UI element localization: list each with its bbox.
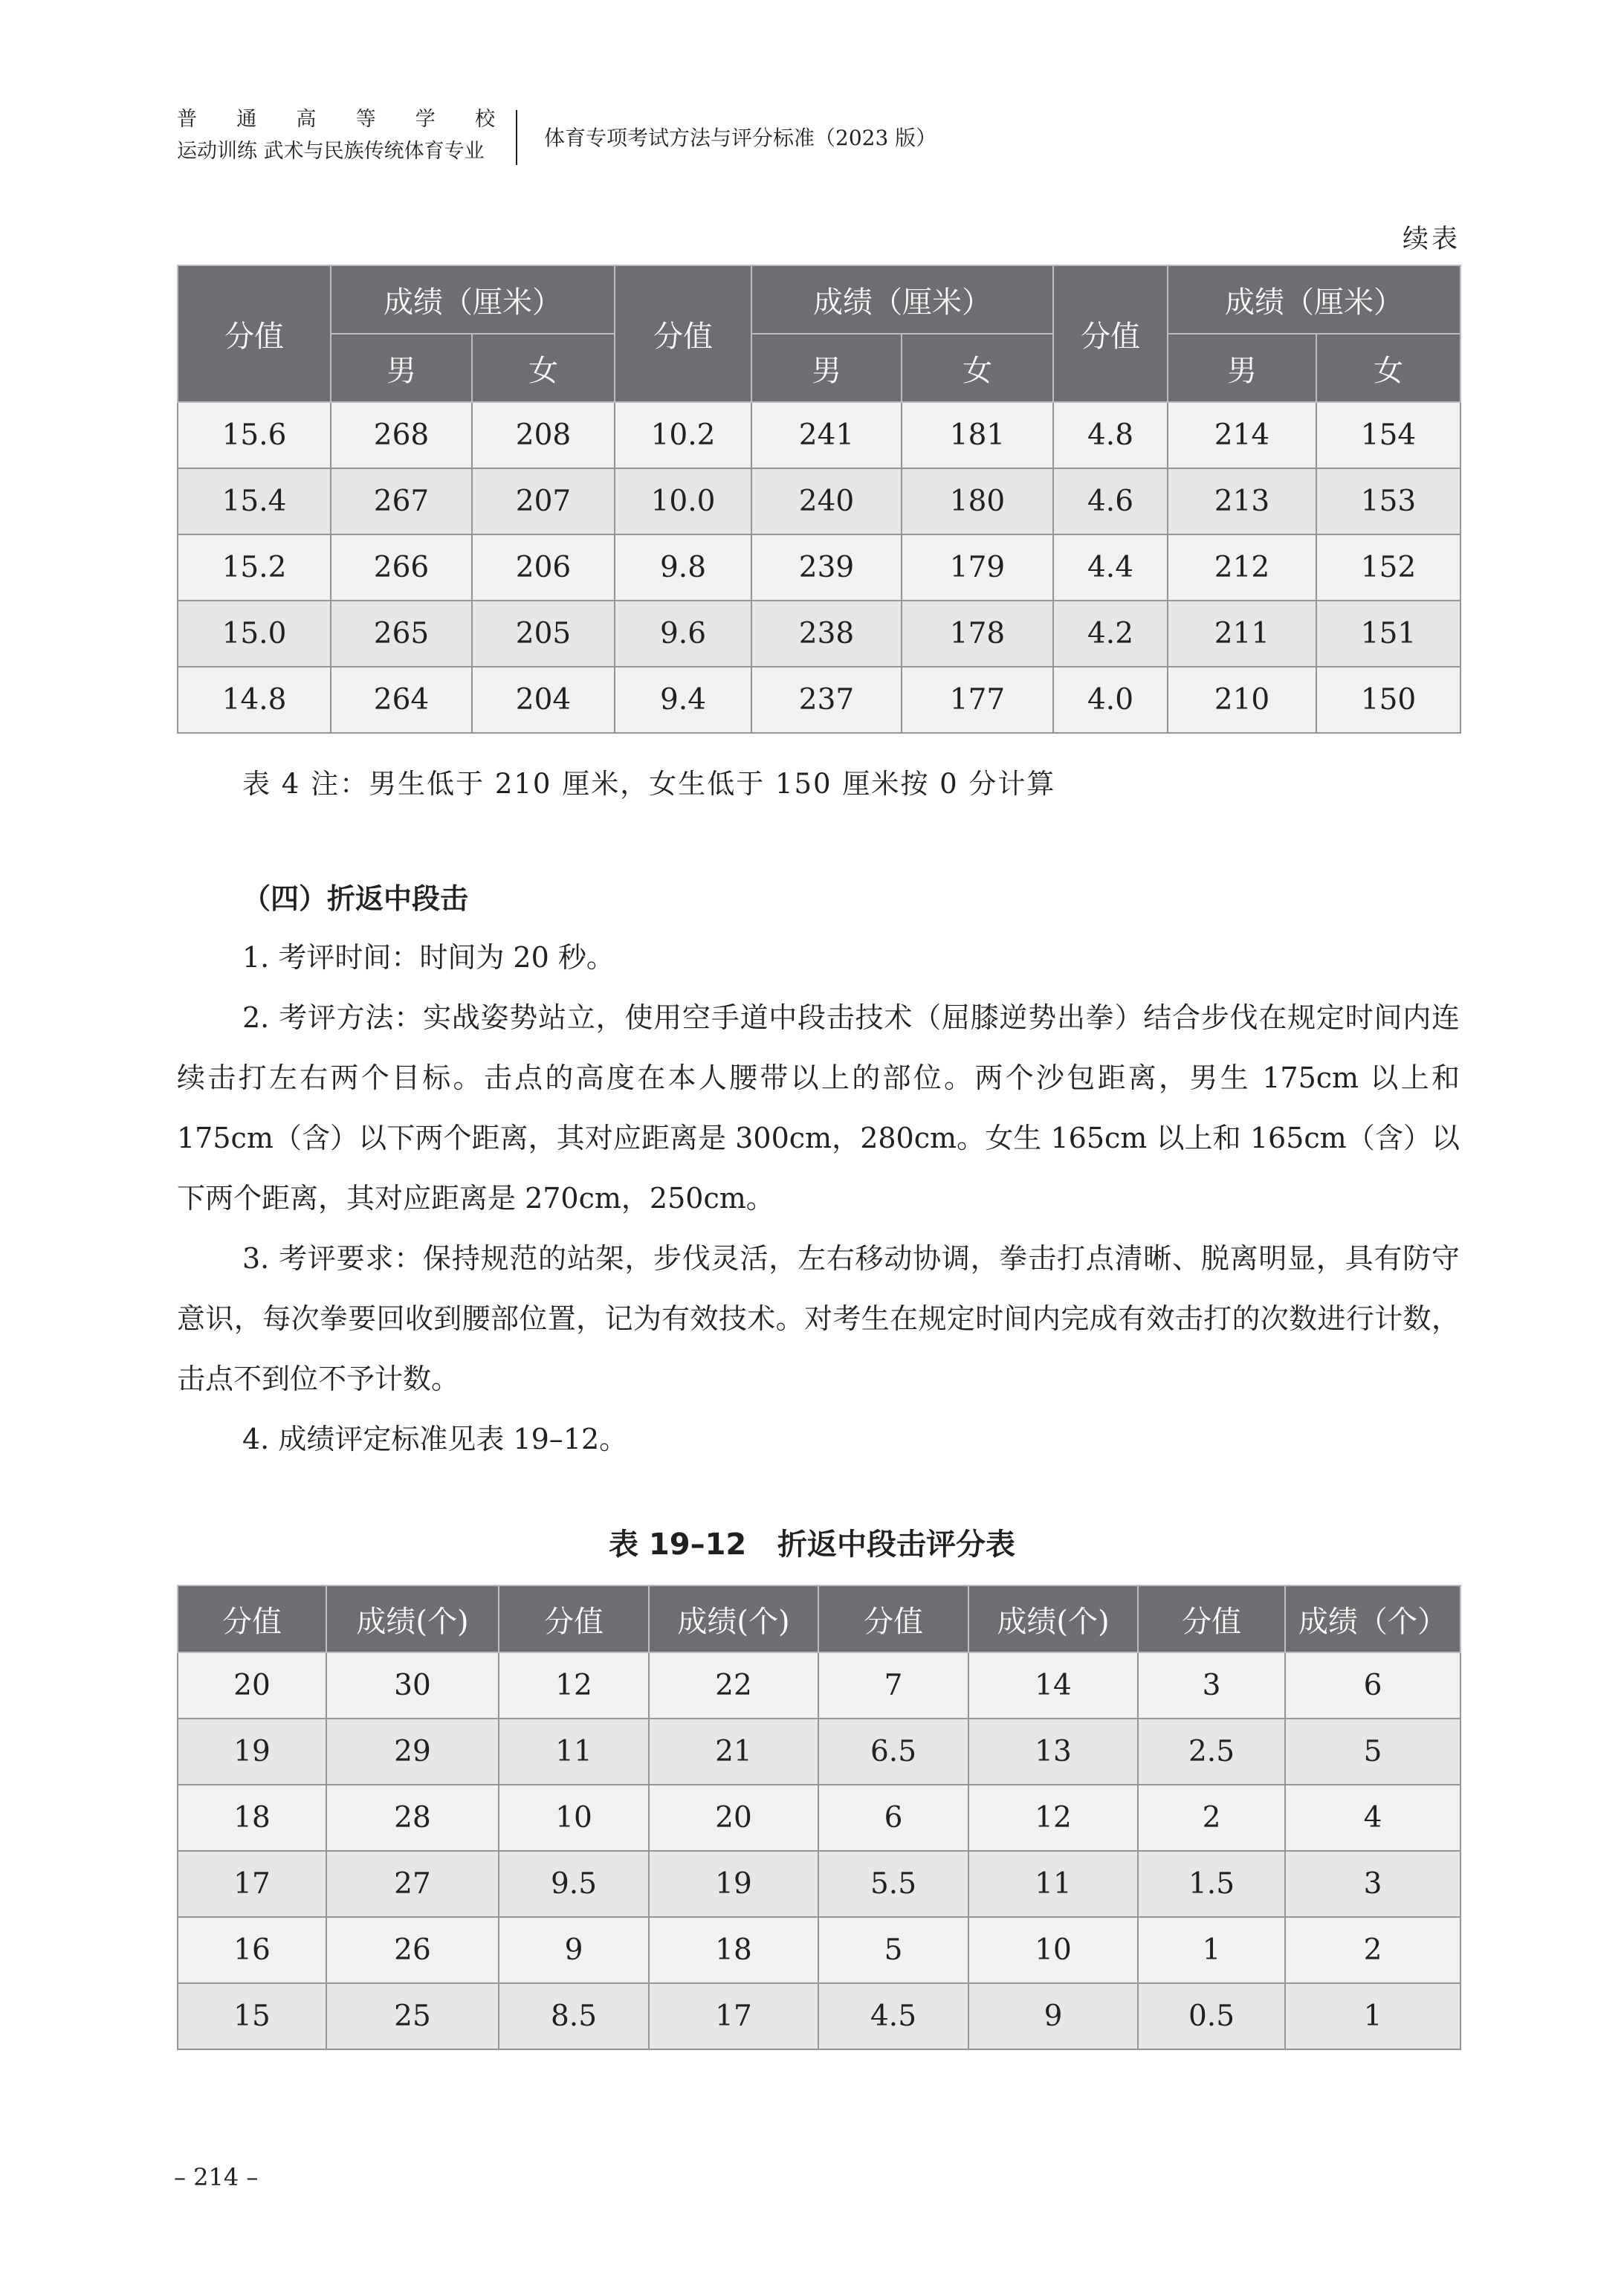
- header-male: 男: [1168, 334, 1316, 402]
- table-cell: 11: [499, 1719, 649, 1785]
- table-row: [178, 1917, 1460, 1983]
- table-cell: 10: [499, 1785, 649, 1851]
- table-cell: 154: [1316, 402, 1460, 468]
- paragraph: 3. 考评要求：保持规范的站架，步伐灵活，左右移动协调，拳击打点清晰、脱离明显，具有防守意识，每次拳要回收到腰部位置，记为有效技术。对考生在规定时间内完成有效击打的次数进行计数，击点不到位不予计数。: [177, 1242, 1460, 1395]
- header-male: 男: [331, 334, 472, 402]
- table-cell: 7: [818, 1652, 968, 1719]
- table-row: [178, 1719, 1460, 1785]
- table-cell: 9.6: [615, 601, 751, 667]
- table-cell: 19: [649, 1851, 818, 1917]
- table-cell: 237: [751, 667, 902, 733]
- table-cell: 1.5: [1138, 1851, 1285, 1917]
- table-cell: 15.2: [178, 534, 331, 601]
- table-cell: 238: [751, 601, 902, 667]
- table-cell: 151: [1316, 601, 1460, 667]
- header-cell: 分值: [178, 1586, 326, 1652]
- header-female: 女: [472, 334, 615, 402]
- paragraph: 4. 成绩评定标准见表 19–12。: [242, 1423, 628, 1455]
- table-cell: 15.4: [178, 468, 331, 534]
- table-cell: 178: [902, 601, 1053, 667]
- table-header-row: [178, 265, 1460, 334]
- table-cell: 15.0: [178, 601, 331, 667]
- header-result: 成绩（厘米）: [331, 265, 615, 334]
- table-cell: 9: [968, 1983, 1138, 2049]
- table-cell: 153: [1316, 468, 1460, 534]
- table-row: [178, 667, 1460, 733]
- table-title: 表 19–12 折返中段击评分表: [608, 1528, 1016, 1562]
- table-cell: 207: [472, 468, 615, 534]
- header-cell: 分值: [1138, 1586, 1285, 1652]
- table-cell: 177: [902, 667, 1053, 733]
- page-number: – 214 –: [174, 2163, 259, 2191]
- table-cell: 9.5: [499, 1851, 649, 1917]
- table-cell: 4.5: [818, 1983, 968, 2049]
- table-cell: 210: [1168, 667, 1316, 733]
- table-cell: 4.6: [1053, 468, 1168, 534]
- table-cell: 26: [326, 1917, 499, 1983]
- header-cell: 分值: [499, 1586, 649, 1652]
- table-cell: 5: [818, 1917, 968, 1983]
- table-row: [178, 534, 1460, 601]
- header-score: 分值: [615, 265, 751, 402]
- table-cell: 206: [472, 534, 615, 601]
- table-cell: 2: [1285, 1917, 1460, 1983]
- continued-label: 续表: [1402, 224, 1460, 254]
- table-cell: 239: [751, 534, 902, 601]
- table-subheader-row: [178, 334, 1460, 402]
- table-cell: 211: [1168, 601, 1316, 667]
- header-school-line: 普 通 高 等 学 校: [177, 108, 495, 131]
- table-cell: 8.5: [499, 1983, 649, 2049]
- table-cell: 10.2: [615, 402, 751, 468]
- table-cell: 22: [649, 1652, 818, 1719]
- table-cell: 16: [178, 1917, 326, 1983]
- table-row: [178, 1652, 1460, 1719]
- table-row: [178, 1983, 1460, 2049]
- header-cell: 分值: [818, 1586, 968, 1652]
- table-cell: 27: [326, 1851, 499, 1917]
- table-cell: 6: [1285, 1652, 1460, 1719]
- table-cell: 213: [1168, 468, 1316, 534]
- paragraph: 1. 考评时间：时间为 20 秒。: [242, 941, 615, 974]
- table-cell: 17: [178, 1851, 326, 1917]
- header-cell: 成绩（个）: [1285, 1586, 1460, 1652]
- table-cell: 20: [649, 1785, 818, 1851]
- running-header: [177, 107, 495, 165]
- table-cell: 12: [968, 1785, 1138, 1851]
- table-row: [178, 1851, 1460, 1917]
- table-cell: 4.8: [1053, 402, 1168, 468]
- table-cell: 10: [968, 1917, 1138, 1983]
- table-cell: 267: [331, 468, 472, 534]
- table-cell: 240: [751, 468, 902, 534]
- table-cell: 4.2: [1053, 601, 1168, 667]
- table-cell: 29: [326, 1719, 499, 1785]
- table-cell: 17: [649, 1983, 818, 2049]
- table-cell: 9.8: [615, 534, 751, 601]
- table-cell: 20: [178, 1652, 326, 1719]
- table-cell: 9: [499, 1917, 649, 1983]
- table-cell: 150: [1316, 667, 1460, 733]
- section-heading: （四）折返中段击: [242, 882, 469, 915]
- table-cell: 264: [331, 667, 472, 733]
- table-cell: 208: [472, 402, 615, 468]
- table-cell: 6: [818, 1785, 968, 1851]
- table-cell: 152: [1316, 534, 1460, 601]
- table-cell: 241: [751, 402, 902, 468]
- table-cell: 13: [968, 1719, 1138, 1785]
- header-result: 成绩（厘米）: [751, 265, 1053, 334]
- table-cell: 15: [178, 1983, 326, 2049]
- table-cell: 268: [331, 402, 472, 468]
- table-cell: 14.8: [178, 667, 331, 733]
- score-table-count: [177, 1585, 1461, 2050]
- header-major-line: 运动训练 武术与民族传统体育专业: [177, 140, 485, 163]
- table-cell: 4.0: [1053, 667, 1168, 733]
- table-cell: 212: [1168, 534, 1316, 601]
- header-book-title: 体育专项考试方法与评分标准（2023 版）: [544, 126, 937, 150]
- paragraph: 2. 考评方法：实战姿势站立，使用空手道中段击技术（屈膝逆势出拳）结合步伐在规定时间内连续击打左右两个目标。击点的高度在本人腰带以上的部位。两个沙包距离，男生 175cm 以上和 175cm（含）以下两个距离，其对应距离是 300cm，280cm。女生 165cm 以上和 165cm（含）以下两个距离，其对应距离是 270cm，250cm。: [177, 1001, 1460, 1215]
- table-cell: 3: [1285, 1851, 1460, 1917]
- table-cell: 205: [472, 601, 615, 667]
- table-cell: 18: [649, 1917, 818, 1983]
- table-note: 表 4 注：男生低于 210 厘米，女生低于 150 厘米按 0 分计算: [242, 768, 1056, 800]
- header-divider: [516, 110, 517, 165]
- table-cell: 6.5: [818, 1719, 968, 1785]
- table-cell: 10.0: [615, 468, 751, 534]
- table-cell: 204: [472, 667, 615, 733]
- table-cell: 1: [1138, 1917, 1285, 1983]
- table-cell: 30: [326, 1652, 499, 1719]
- table-cell: 9.4: [615, 667, 751, 733]
- score-table-distance: [177, 265, 1461, 734]
- table-cell: 18: [178, 1785, 326, 1851]
- table-cell: 3: [1138, 1652, 1285, 1719]
- table-row: [178, 601, 1460, 667]
- table-cell: 14: [968, 1652, 1138, 1719]
- header-female: 女: [902, 334, 1053, 402]
- table-header-row: [178, 1586, 1460, 1652]
- table-row: [178, 402, 1460, 468]
- table-cell: 2.5: [1138, 1719, 1285, 1785]
- table-cell: 5: [1285, 1719, 1460, 1785]
- header-female: 女: [1316, 334, 1460, 402]
- table-cell: 4.4: [1053, 534, 1168, 601]
- table-cell: 1: [1285, 1983, 1460, 2049]
- table-cell: 2: [1138, 1785, 1285, 1851]
- table-cell: 25: [326, 1983, 499, 2049]
- header-cell: 成绩(个): [968, 1586, 1138, 1652]
- header-result: 成绩（厘米）: [1168, 265, 1460, 334]
- header-cell: 成绩(个): [326, 1586, 499, 1652]
- table-cell: 15.6: [178, 402, 331, 468]
- table-cell: 181: [902, 402, 1053, 468]
- header-score: 分值: [1053, 265, 1168, 402]
- table-cell: 4: [1285, 1785, 1460, 1851]
- body-text: [177, 928, 1460, 1470]
- table-row: [178, 1785, 1460, 1851]
- table-cell: 214: [1168, 402, 1316, 468]
- table-cell: 0.5: [1138, 1983, 1285, 2049]
- table-cell: 12: [499, 1652, 649, 1719]
- table-row: [178, 468, 1460, 534]
- table-cell: 180: [902, 468, 1053, 534]
- table-cell: 19: [178, 1719, 326, 1785]
- header-cell: 成绩(个): [649, 1586, 818, 1652]
- table-cell: 28: [326, 1785, 499, 1851]
- table-cell: 179: [902, 534, 1053, 601]
- header-score: 分值: [178, 265, 331, 402]
- table-cell: 5.5: [818, 1851, 968, 1917]
- table-cell: 265: [331, 601, 472, 667]
- table-cell: 11: [968, 1851, 1138, 1917]
- table-cell: 266: [331, 534, 472, 601]
- table-cell: 21: [649, 1719, 818, 1785]
- header-male: 男: [751, 334, 902, 402]
